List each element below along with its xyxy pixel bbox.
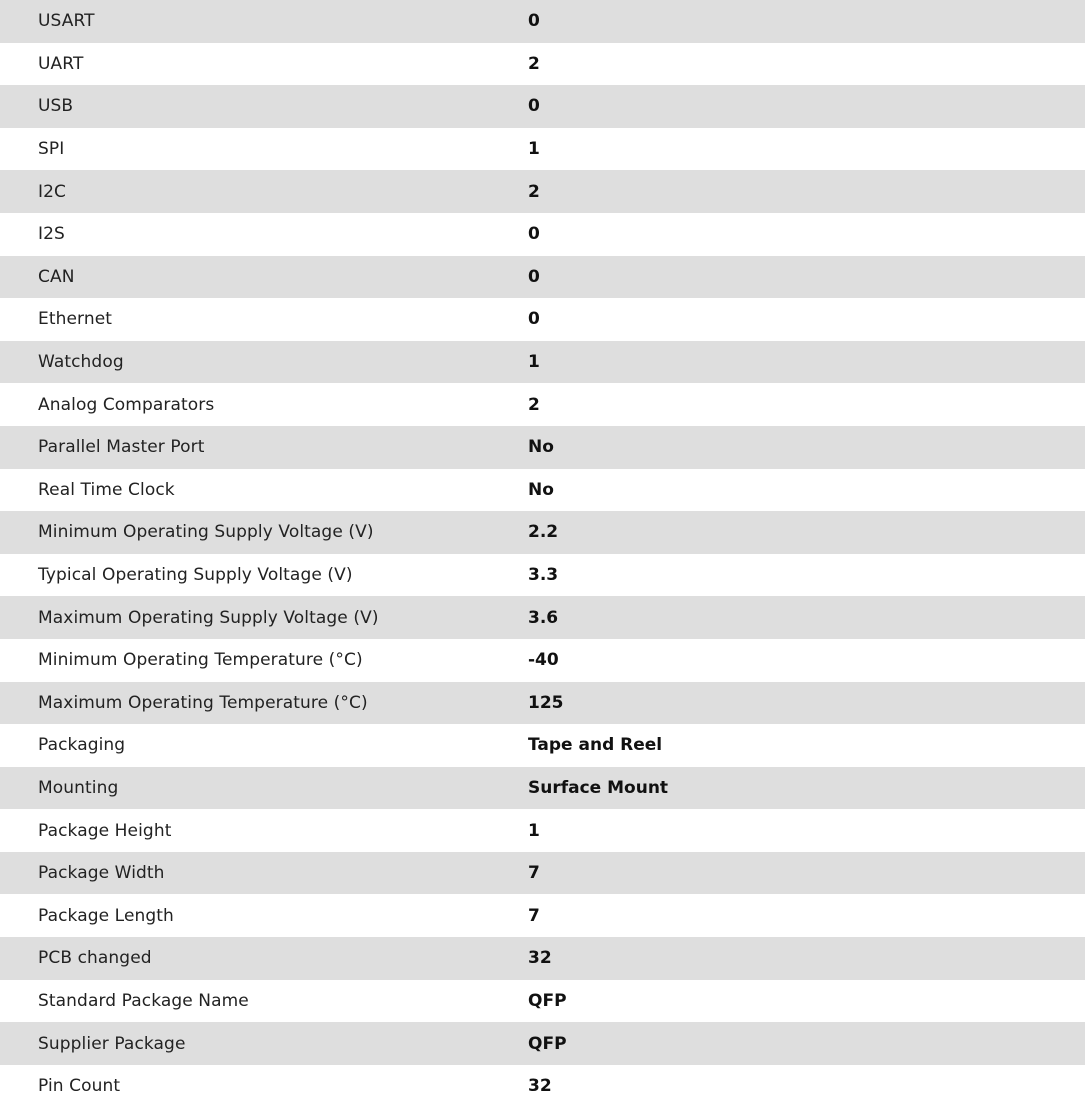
spec-label: Package Width xyxy=(38,863,165,884)
spec-value: 0 xyxy=(528,224,540,245)
spec-value: QFP xyxy=(528,1033,567,1054)
spec-value: 7 xyxy=(528,905,540,926)
spec-label: PCB changed xyxy=(38,948,152,969)
spec-value: 32 xyxy=(528,948,552,969)
spec-label: CAN xyxy=(38,266,75,287)
spec-label: Package Height xyxy=(38,820,172,841)
spec-row-spi xyxy=(0,128,1085,171)
spec-row-i2c xyxy=(0,170,1085,213)
spec-row-package-height xyxy=(0,809,1085,852)
spec-value: 0 xyxy=(528,309,540,330)
spec-row-pin-count xyxy=(0,1065,1085,1107)
spec-row-package-width xyxy=(0,852,1085,895)
spec-value: 2 xyxy=(528,181,540,202)
spec-label: Typical Operating Supply Voltage (V) xyxy=(38,565,353,586)
spec-label: SPI xyxy=(38,139,65,160)
spec-row-typical-supply-voltage xyxy=(0,554,1085,597)
spec-label: I2C xyxy=(38,181,66,202)
spec-label: Ethernet xyxy=(38,309,113,330)
spec-row-watchdog xyxy=(0,341,1085,384)
spec-row-usb xyxy=(0,85,1085,128)
spec-label: Analog Comparators xyxy=(38,394,215,415)
spec-value: Tape and Reel xyxy=(528,735,663,756)
spec-row-packaging xyxy=(0,724,1085,767)
spec-value: 7 xyxy=(528,863,540,884)
spec-value: Surface Mount xyxy=(528,777,669,798)
spec-row-real-time-clock xyxy=(0,469,1085,512)
spec-value: -40 xyxy=(528,650,559,671)
spec-row-max-operating-temperature xyxy=(0,682,1085,725)
spec-label: USB xyxy=(38,96,74,117)
spec-value: QFP xyxy=(528,990,567,1011)
spec-row-pcb-changed xyxy=(0,937,1085,980)
spec-row-can xyxy=(0,256,1085,299)
spec-label: Minimum Operating Temperature (°C) xyxy=(38,650,363,671)
spec-label: Package Length xyxy=(38,905,174,926)
spec-label: Standard Package Name xyxy=(38,990,249,1011)
spec-row-analog-comparators xyxy=(0,383,1085,426)
spec-row-package-length xyxy=(0,894,1085,937)
spec-value: 2 xyxy=(528,53,540,74)
spec-label: Maximum Operating Supply Voltage (V) xyxy=(38,607,379,628)
spec-row-min-supply-voltage xyxy=(0,511,1085,554)
spec-row-standard-package-name xyxy=(0,980,1085,1023)
spec-row-mounting xyxy=(0,767,1085,810)
spec-label: USART xyxy=(38,11,95,32)
spec-label: Parallel Master Port xyxy=(38,437,205,458)
spec-value: 0 xyxy=(528,266,540,287)
spec-value: 125 xyxy=(528,692,564,713)
spec-label: Pin Count xyxy=(38,1076,121,1097)
spec-label: Real Time Clock xyxy=(38,479,175,500)
spec-value: 32 xyxy=(528,1076,552,1097)
spec-label: UART xyxy=(38,53,84,74)
spec-label: Watchdog xyxy=(38,352,124,373)
spec-value: 1 xyxy=(528,820,540,841)
spec-row-uart xyxy=(0,43,1085,86)
spec-row-max-supply-voltage xyxy=(0,596,1085,639)
spec-value: 1 xyxy=(528,352,540,373)
spec-row-usart xyxy=(0,0,1085,43)
spec-value: 2 xyxy=(528,394,540,415)
spec-row-supplier-package xyxy=(0,1022,1085,1065)
spec-label: Minimum Operating Supply Voltage (V) xyxy=(38,522,374,543)
spec-value: 1 xyxy=(528,139,540,160)
spec-label: Supplier Package xyxy=(38,1033,186,1054)
spec-value: No xyxy=(528,437,554,458)
spec-label: I2S xyxy=(38,224,65,245)
spec-label: Packaging xyxy=(38,735,126,756)
spec-row-parallel-master-port xyxy=(0,426,1085,469)
spec-value: 0 xyxy=(528,11,540,32)
spec-label: Maximum Operating Temperature (°C) xyxy=(38,692,368,713)
spec-row-ethernet xyxy=(0,298,1085,341)
spec-label: Mounting xyxy=(38,777,119,798)
spec-value: No xyxy=(528,479,554,500)
spec-value: 3.3 xyxy=(528,565,559,586)
spec-row-i2s xyxy=(0,213,1085,256)
spec-value: 3.6 xyxy=(528,607,559,628)
spec-row-min-operating-temperature xyxy=(0,639,1085,682)
spec-value: 0 xyxy=(528,96,540,117)
spec-value: 2.2 xyxy=(528,522,559,543)
